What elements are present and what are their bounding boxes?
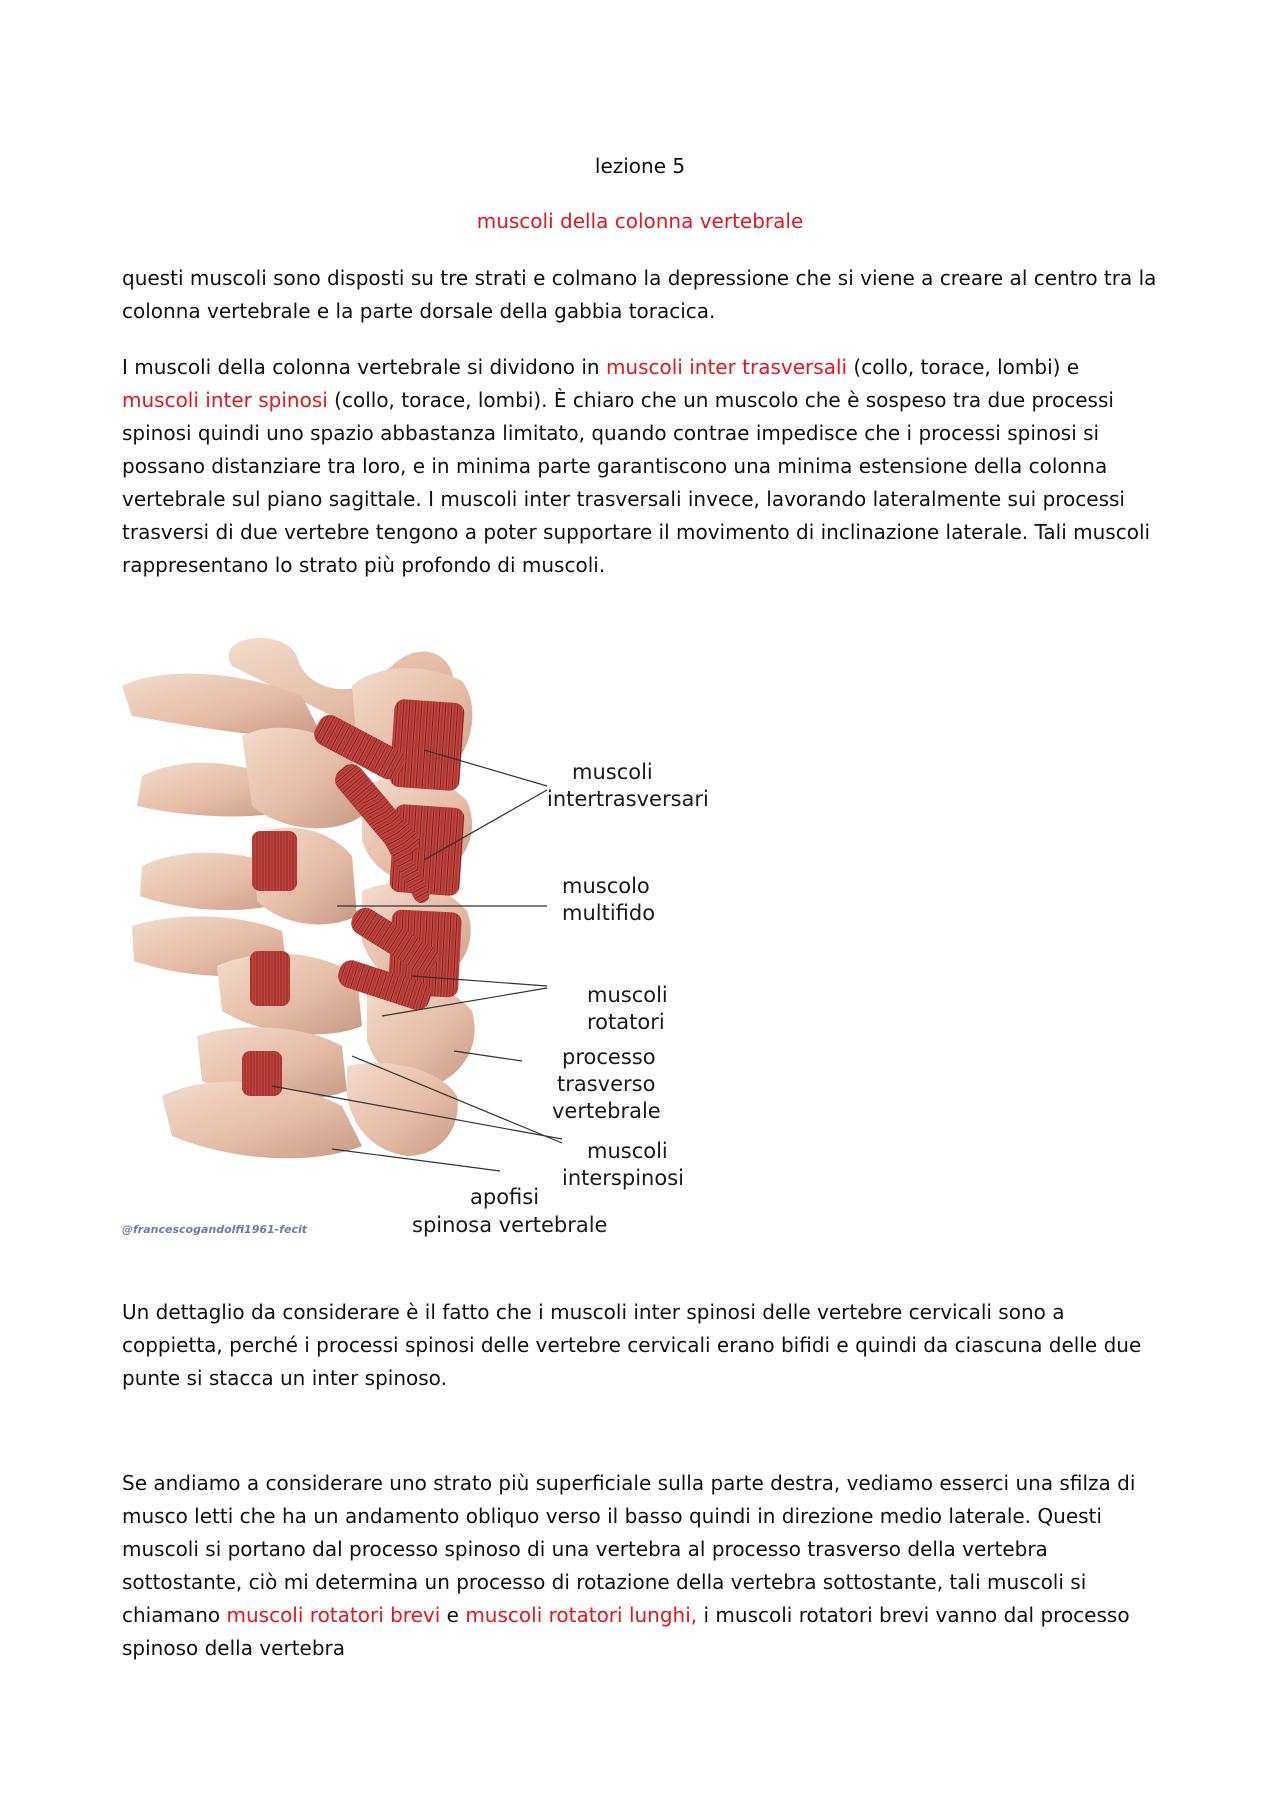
highlight-inter-trasversali: muscoli inter trasversali	[605, 355, 848, 379]
topic-title: muscoli della colonna vertebrale	[476, 209, 804, 233]
text-segment: (collo, torace, lombi). È chiaro che un muscolo che è sospeso tra due processi spinosi quindi uno spazio abbastanza limitato, quando contrae impedisce che i processi spinosi si possano distanziare tra loro, e in minima parte garantiscono una minima estensione della colonna vertebrale sul piano sagittale. I muscoli inter trasversali invece, lavorando lateralmente sui processi trasversi di due vertebre tengono a poter supportare il movimento di inclinazione laterale. Tali muscoli rappresentano lo strato più profondo di muscoli.	[122, 388, 1151, 577]
paragraph-cervical-detail: Un dettaglio da considerare è il fatto che i muscoli inter spinosi delle vertebre cervicali sono a coppietta, perché i processi spinosi delle vertebre cervicali erano bifidi e quindi da ciascuna delle due punte si stacca un inter spinoso.	[122, 1300, 1142, 1390]
label-rotatori-1: muscoli	[587, 983, 668, 1007]
label-rotatori-2: rotatori	[587, 1010, 665, 1034]
spine-muscles-illustration	[122, 626, 742, 1254]
label-multifido-2: multifido	[562, 901, 656, 925]
text-segment: Se andiamo a considerare uno strato più superficiale sulla parte destra, vediamo esserci una sfilza di musco letti che ha un andamento obliquo verso il basso quindi in direzione medio laterale. Questi muscoli si portano dal processo spinoso di una vertebra al processo trasverso della vertebra sottostante, ciò mi determina un processo di rotazione della vertebra sottostante, tali muscoli si chiamano	[122, 1471, 1136, 1627]
text-segment: (collo, torace, lombi) e	[847, 355, 1080, 379]
text-segment: i muscoli rotatori brevi vanno dal processo spinoso della vertebra	[122, 1603, 1130, 1660]
highlight-rotatori-lunghi: muscoli rotatori lunghi,	[465, 1603, 698, 1627]
paragraph-intro: questi muscoli sono disposti su tre strati e colmano la depressione che si viene a creare al centro tra la colonna vertebrale e la parte dorsale della gabbia toracica.	[122, 266, 1157, 323]
lesson-title: lezione 5	[594, 154, 686, 178]
label-processo-3: vertebrale	[552, 1099, 661, 1123]
text-segment: e	[440, 1603, 466, 1627]
label-apofisi-2: spinosa vertebrale	[412, 1213, 608, 1237]
label-intertrasversari-1: muscoli	[572, 760, 653, 784]
label-multifido-1: muscolo	[562, 874, 650, 898]
label-intertrasversari-2: intertrasversari	[547, 787, 709, 811]
paragraph-muscle-groups	[122, 351, 1162, 582]
label-processo-2: trasverso	[557, 1072, 656, 1096]
highlight-rotatori-brevi: muscoli rotatori brevi	[226, 1603, 441, 1627]
label-apofisi-1: apofisi	[470, 1185, 540, 1209]
image-credit: @francescogandolfi1961-fecit	[122, 1223, 308, 1236]
highlight-inter-spinosi: muscoli inter spinosi	[122, 388, 328, 412]
label-interspinosi-1: muscoli	[587, 1139, 668, 1163]
label-interspinosi-2: interspinosi	[562, 1166, 684, 1190]
label-processo-1: processo	[562, 1045, 656, 1069]
paragraph-rotatori	[122, 1467, 1162, 1665]
text-segment: I muscoli della colonna vertebrale si dividono in	[122, 355, 606, 379]
